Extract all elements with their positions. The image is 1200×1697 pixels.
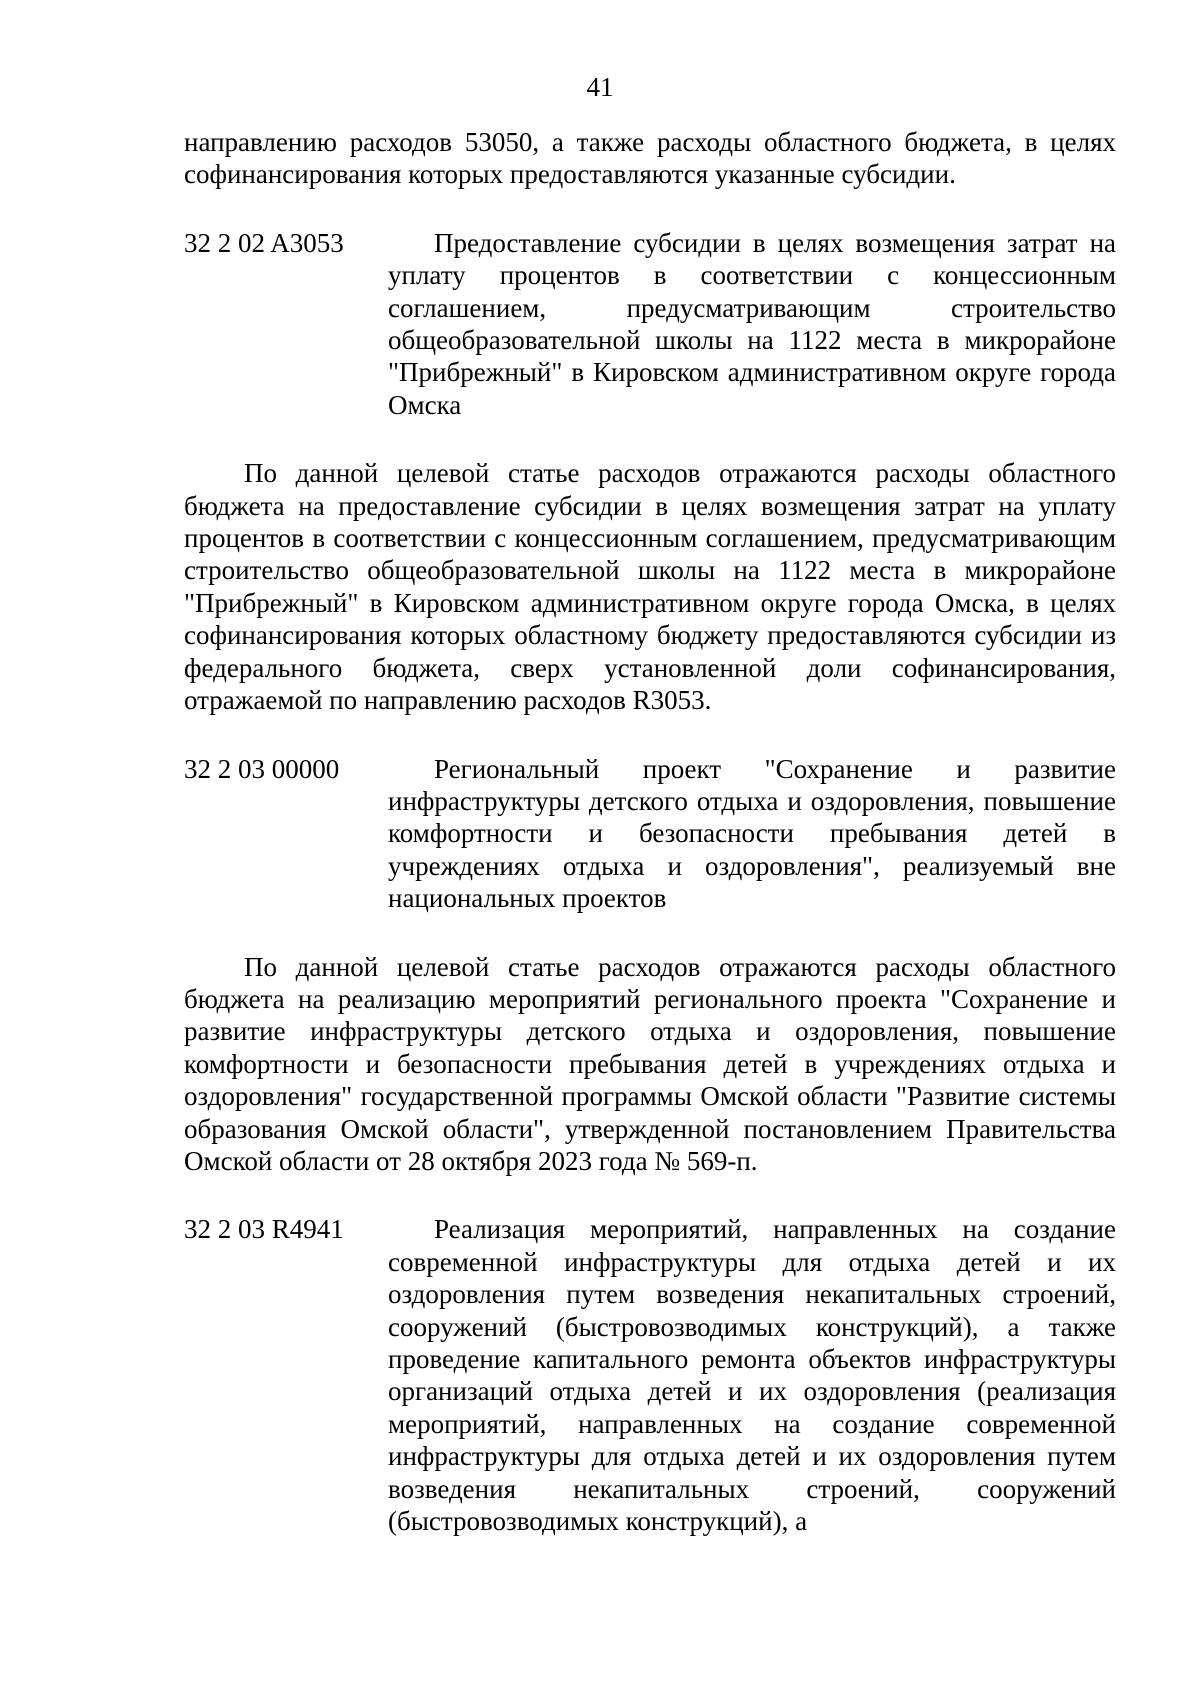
entry-description-paragraph: По данной целевой статье расходов отражаются расходы областного бюджета на реализацию мероприятий регионального проекта "Сохранение и развитие инфраструктуры детского отдыха и оздоровления, повышение комфортности и безопасности пребывания детей в учреждениях отдыха и оздоровления" государственной программы Омской области "Развитие системы образования Омской области", утвержденной постановлением Правительства Омской области от 28 октября 2023 года № 569-п. xyxy=(184,951,1116,1176)
entry-title: Региональный проект "Сохранение и развитие инфраструктуры детского отдыха и оздоровления, повышение комфортности и безопасности пребывания детей в учреждениях отдыха и оздоровления", реализуемый вне национальных проектов xyxy=(388,753,1116,914)
budget-entry xyxy=(184,1213,1116,1537)
intro-continuation-paragraph: направлению расходов 53050, а также расходы областного бюджета, в целях софинансирования которых предоставляются указанные субсидии. xyxy=(184,127,1116,190)
entry-title: Реализация мероприятий, направленных на создание современной инфраструктуры для отдыха детей и их оздоровления путем возведения некапитальных строений, сооружений (быстровозводимых конструкций), а также проведение капитального ремонта объектов инфраструктуры организаций отдыха детей и их оздоровления (реализация мероприятий, направленных на создание современной инфраструктуры для отдыха детей и их оздоровления путем возведения некапитальных строений, сооружений (быстровозводимых конструкций), а xyxy=(388,1214,1116,1537)
entry-code: 32 2 03 00000 xyxy=(184,753,340,784)
document-body xyxy=(184,126,1116,1537)
page-number: 41 xyxy=(586,72,614,102)
budget-entry xyxy=(184,227,1116,421)
entry-description-paragraph: По данной целевой статье расходов отражаются расходы областного бюджета на предоставление субсидии в целях возмещения затрат на уплату процентов в соответствии с концессионным соглашением, предусматривающим строительство общеобразовательной школы на 1122 места в микрорайоне "Прибрежный" в Кировском административном округе города Омска, в целях софинансирования которых областному бюджету предоставляются субсидии из федерального бюджета, сверх установленной доли софинансирования, отражаемой по направлению расходов R3053. xyxy=(184,458,1116,716)
entry-title: Предоставление субсидии в целях возмещения затрат на уплату процентов в соответствии с концессионным соглашением, предусматривающим строительство общеобразовательной школы на 1122 места в микрорайоне "Прибрежный" в Кировском административном округе города Омска xyxy=(388,227,1116,420)
budget-entry xyxy=(184,753,1116,915)
entry-code: 32 2 02 A3053 xyxy=(184,227,344,258)
entry-code: 32 2 03 R4941 xyxy=(184,1214,344,1245)
